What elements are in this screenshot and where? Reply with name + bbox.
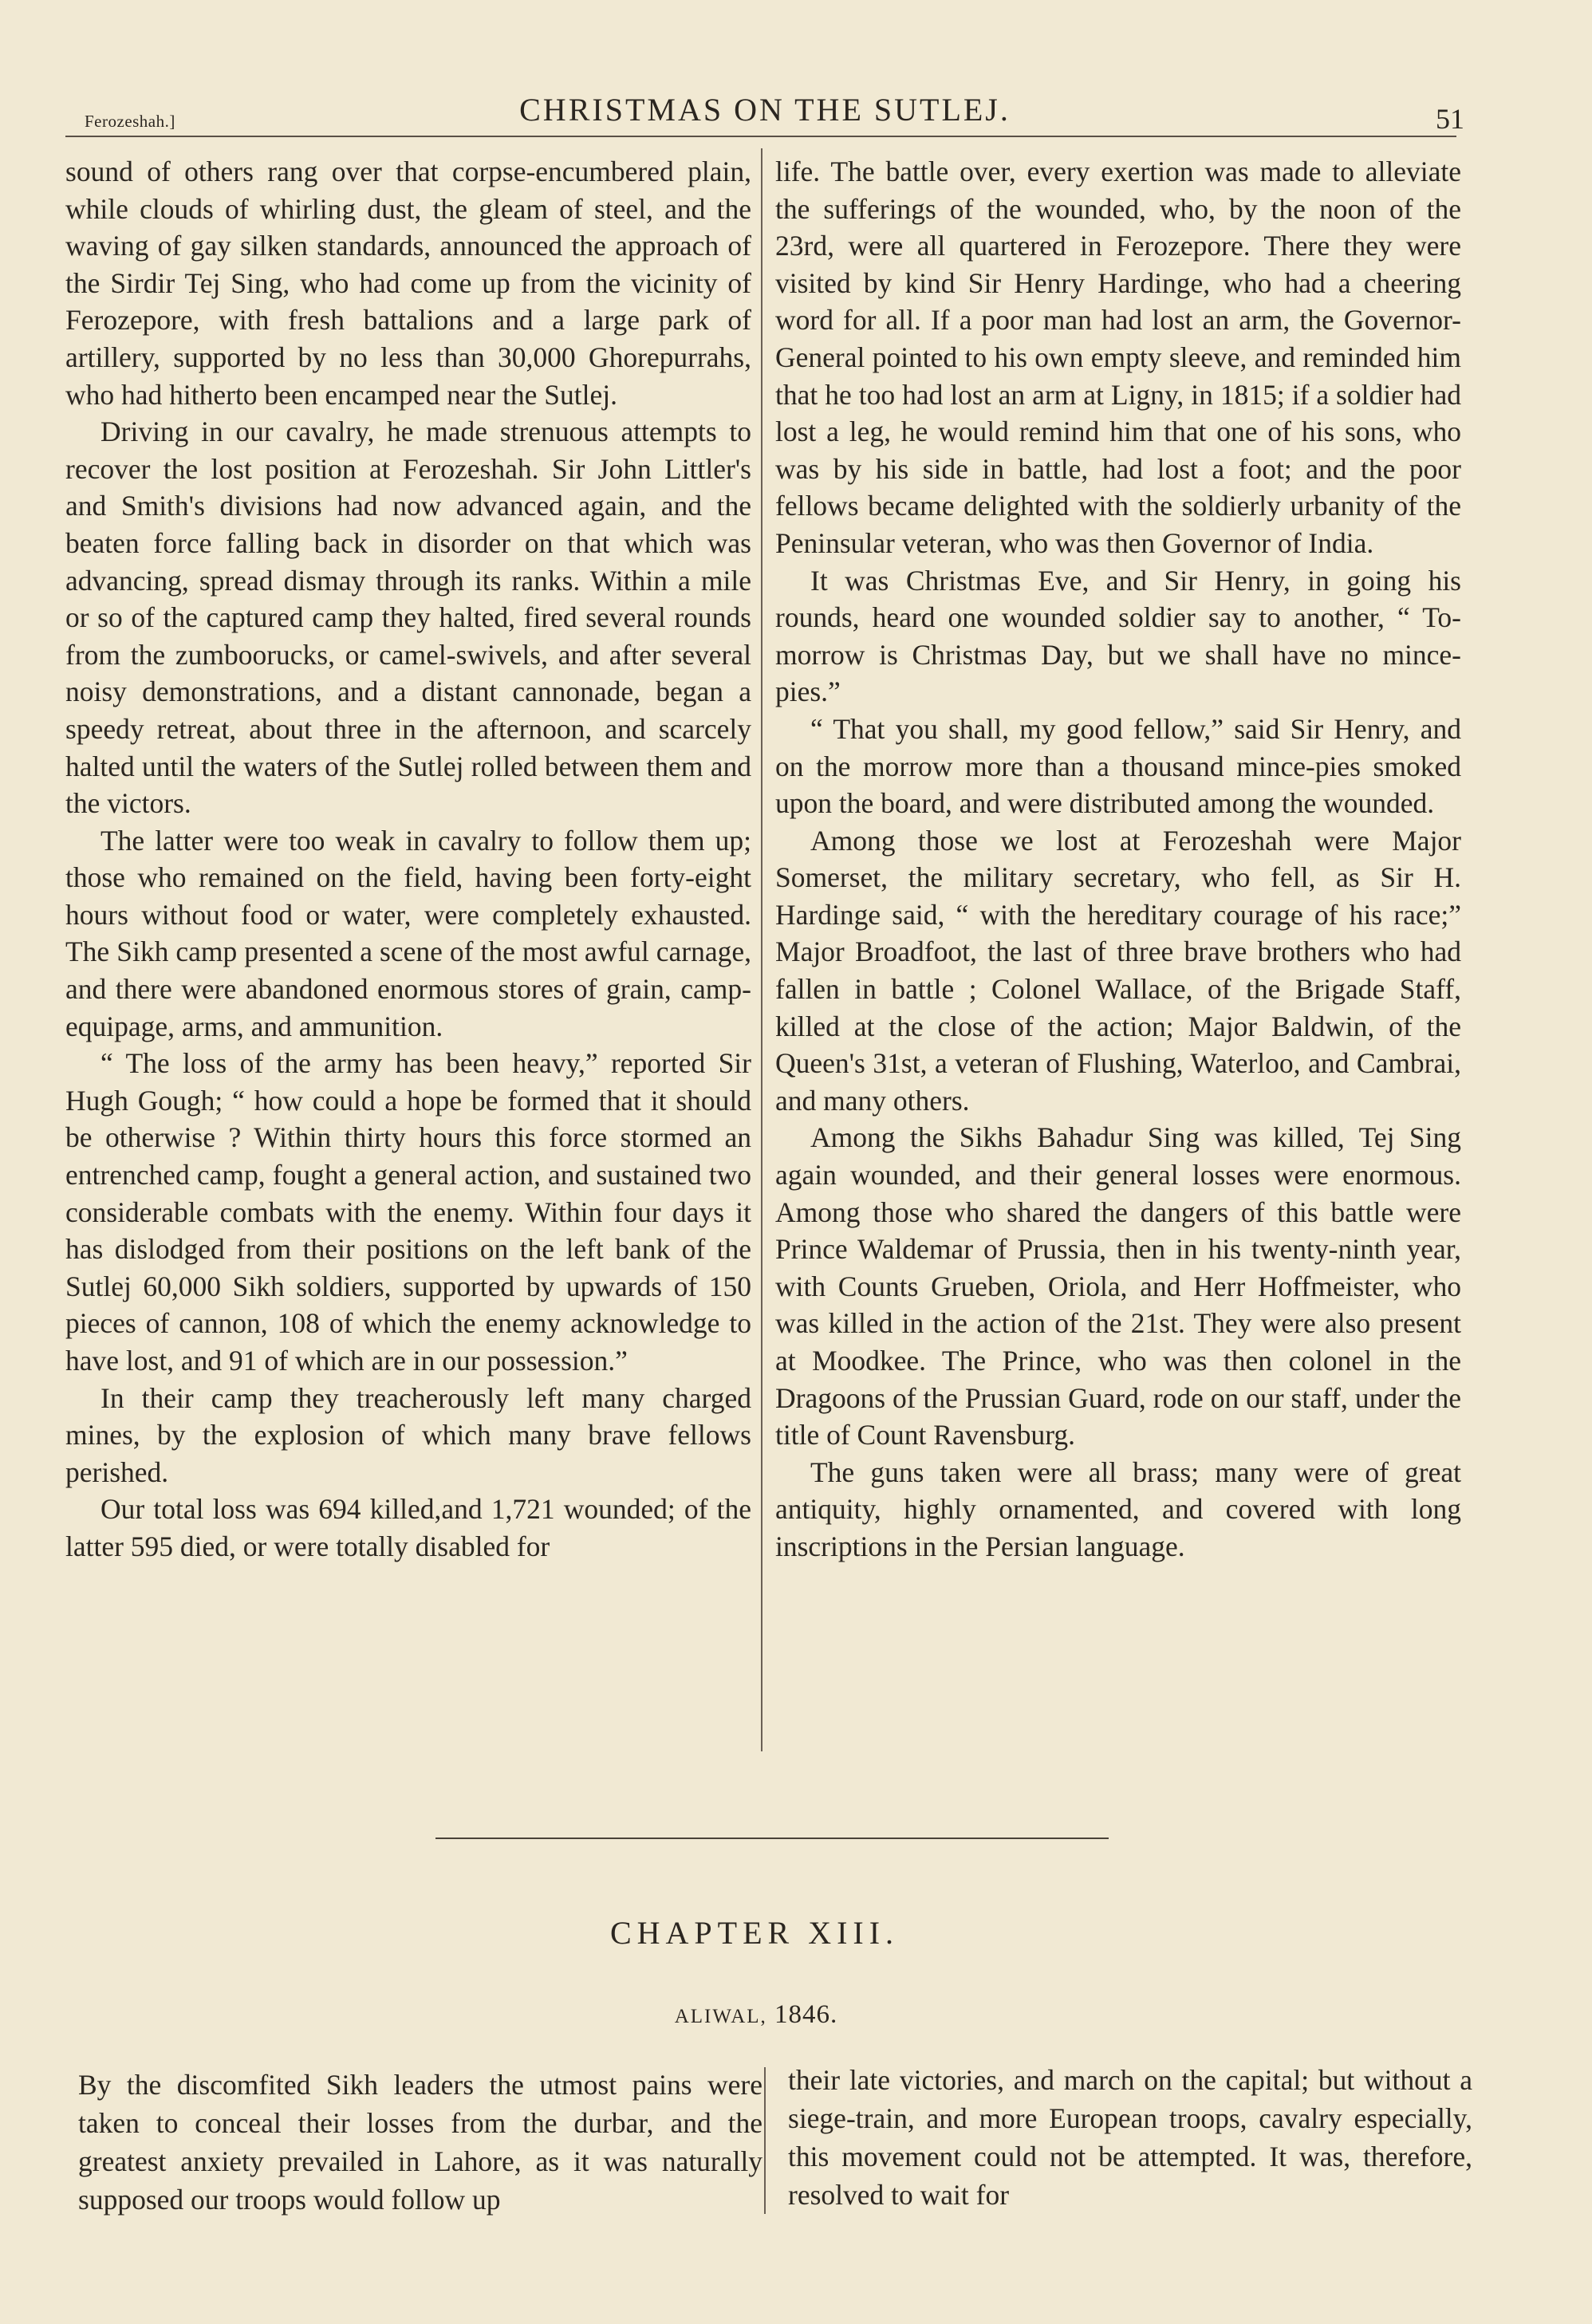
paragraph: Driving in our cavalry, he made strenuous attempts to recover the lost position at Ferozeshah. Sir John Littler's and Smith's divisions had now advanced again, and the beaten force falling back in disorder on that which was advancing, spread dismay through its ranks. Within a mile or so of the captured camp they halted, fired several rounds from the zumboorucks, or camel-swivels, and after several noisy demonstrations, and a distant cannonade, began a speedy retreat, about three in the afternoon, and scarcely halted until the waters of the Sutlej rolled between them and the victors. bbox=[65, 416, 751, 820]
paragraph: By the discomfited Sikh leaders the utmost pains were taken to conceal their losses from the durbar, and the greatest anxiety prevailed in Lahore, as it was naturally supposed our troops would follow up bbox=[78, 2069, 763, 2216]
paragraph: In their camp they treacherously left many charged mines, by the explosion of which many brave fellows perished. bbox=[65, 1381, 751, 1488]
paragraph: Our total loss was 694 killed,and 1,721 wounded; of the latter 595 died, or were totally disabled for bbox=[65, 1493, 751, 1562]
chapter-separator-rule bbox=[435, 1838, 1109, 1839]
column-divider-lower bbox=[764, 2067, 766, 2214]
page-number: 51 bbox=[1436, 103, 1464, 135]
chapter-subtitle bbox=[0, 2000, 1512, 2030]
running-header bbox=[65, 86, 1464, 142]
paragraph: Among the Sikhs Bahadur Sing was killed, Tej Sing again wounded, and their general losses were enormous. Among those who shared the dangers of this battle were Prince Waldemar of Prussia, then in his twenty-ninth year, with Counts Grueben, Oriola, and Herr Hoffmeister, who was killed in the action of the 21st. They were also present at Moodkee. The Prince, who was then colonel in the Dragoons of the Prussian Guard, rode on our staff, under the title of Count Ravensburg. bbox=[775, 1121, 1461, 1452]
paragraph: The latter were too weak in cavalry to follow them up; those who remained on the field, having been forty-eight hours without food or water, were completely exhausted. The Sikh camp presented a scene of the most awful carnage, and there were abandoned enormous stores of grain, camp-equipage, arms, and ammunition. bbox=[65, 824, 751, 1042]
paragraph: “ That you shall, my good fellow,” said Sir Henry, and on the morrow more than a thousand mince-pies smoked upon the board, and were distributed among the wounded. bbox=[775, 712, 1461, 820]
column-divider bbox=[761, 148, 763, 1751]
paragraph: The guns taken were all brass; many were of great antiquity, highly ornamented, and covered with long inscriptions in the Persian language. bbox=[775, 1455, 1461, 1562]
paragraph: sound of others rang over that corpse-encumbered plain, while clouds of whirling dust, the gleam of steel, and the waving of gay silken standards, announced the approach of the Sirdir Tej Sing, who had come up from the vicinity of Ferozepore, with fresh battalions and a large park of artillery, supported by no less than 30,000 Ghorepurrahs, who had hitherto been encamped near the Sutlej. bbox=[65, 156, 751, 411]
paragraph: life. The battle over, every exertion was made to alleviate the sufferings of the wounded, who, by the noon of the 23rd, were all quartered in Ferozepore. There they were visited by kind Sir Henry Hardinge, who had a cheering word for all. If a poor man had lost an arm, the Governor-General pointed to his own empty sleeve, and reminded him that he too had lost an arm at Ligny, in 1815; if a soldier had lost a leg, he would remind him that one of his sons, who was by his side in battle, had lost a foot; and the poor fellows became delighted with the soldierly urbanity of the Peninsular veteran, who was then Governor of India. bbox=[775, 156, 1461, 559]
left-column-lower bbox=[78, 2066, 763, 2219]
chapter-subtitle-year: 1846. bbox=[774, 2000, 838, 2029]
paragraph: “ The loss of the army has been heavy,” reported Sir Hugh Gough; “ how could a hope be formed that it should be otherwise ? Within thirty hours this force stormed an entrenched camp, fought a general action, and sustained two considerable combats with the enemy. Within four days it has dislodged from their positions on the left bank of the Sutlej 60,000 Sikh soldiers, supported by upwards of 150 pieces of cannon, 108 of which the enemy acknowledge to have lost, and 91 of which are in our possession.” bbox=[65, 1047, 751, 1377]
running-head-left: Ferozeshah.] bbox=[85, 112, 175, 131]
paragraph: their late victories, and march on the capital; but without a siege-train, and more European troops, cavalry especially, this movement could not be attempted. It was, therefore, resolved to wait for bbox=[788, 2064, 1472, 2211]
running-title: CHRISTMAS ON THE SUTLEJ. bbox=[519, 92, 1011, 128]
header-rule bbox=[65, 136, 1456, 137]
left-column-upper bbox=[65, 153, 751, 1566]
right-column-upper bbox=[775, 153, 1461, 1566]
chapter-heading: CHAPTER XIII. bbox=[609, 1915, 900, 1951]
paragraph: It was Christmas Eve, and Sir Henry, in going his rounds, heard one wounded soldier say to another, “ To-morrow is Christmas Day, but we shall have no mince-pies.” bbox=[775, 564, 1461, 708]
paragraph: Among those we lost at Ferozeshah were Major Somerset, the military secretary, who fell, as Sir H. Hardinge said, “ with the hereditary courage of his race;” Major Broadfoot, the last of three brave brothers who had fallen in battle ; Colonel Wallace, of the Brigade Staff, killed at the close of the action; Major Baldwin, of the Queen's 31st, a veteran of Flushing, Waterloo, and Cambrai, and many others. bbox=[775, 824, 1461, 1117]
right-column-lower bbox=[788, 2061, 1472, 2214]
chapter-subtitle-name: ALIWAL, bbox=[674, 2006, 767, 2027]
